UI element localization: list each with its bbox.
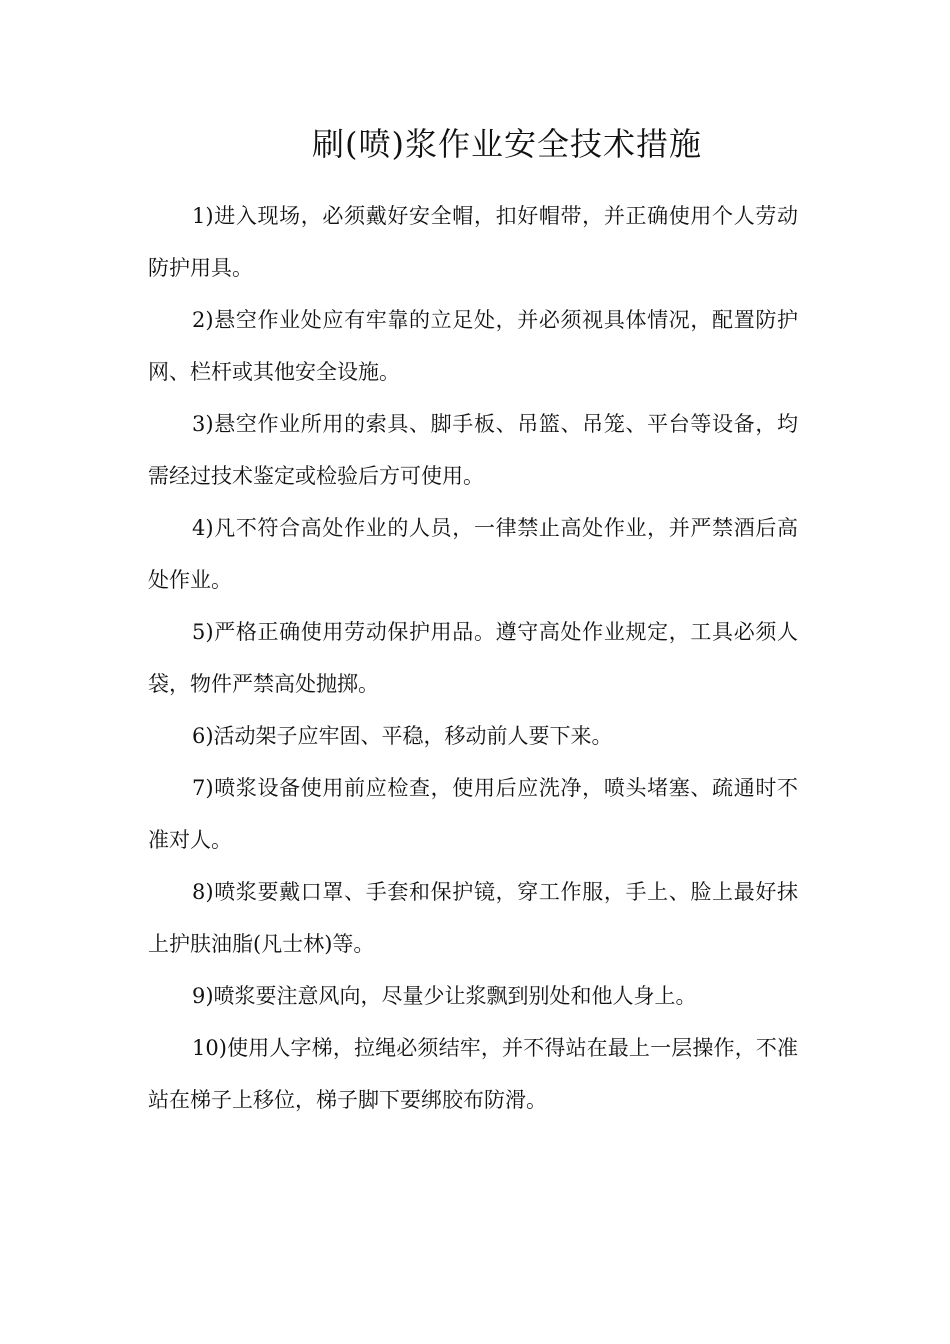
- paragraph-1: 1)进入现场，必须戴好安全帽，扣好帽带，并正确使用个人劳动防护用具。: [148, 204, 798, 280]
- paragraph-5: 5)严格正确使用劳动保护用品。遵守高处作业规定，工具必须人袋，物件严禁高处抛掷。: [148, 620, 798, 696]
- paragraph-3: 3)悬空作业所用的索具、脚手板、吊篮、吊笼、平台等设备，均需经过技术鉴定或检验后方可使用。: [148, 412, 798, 488]
- paragraph-4: 4)凡不符合高处作业的人员，一律禁止高处作业，并严禁酒后高处作业。: [148, 516, 798, 592]
- paragraph-9: 9)喷浆要注意风向，尽量少让浆飘到别处和他人身上。: [192, 984, 697, 1008]
- paragraph-10: 10)使用人字梯，拉绳必须结牢，并不得站在最上一层操作，不准站在梯子上移位，梯子脚下要绑胶布防滑。: [148, 1036, 798, 1112]
- paragraph-7: 7)喷浆设备使用前应检查，使用后应洗净，喷头堵塞、疏通时不准对人。: [148, 776, 798, 852]
- document-body: [148, 190, 798, 1126]
- paragraph-2: 2)悬空作业处应有牢靠的立足处，并必须视具体情况，配置防护网、栏杆或其他安全设施。: [148, 308, 798, 384]
- document-title: 刷(喷)浆作业安全技术措施: [312, 125, 702, 163]
- paragraph-8: 8)喷浆要戴口罩、手套和保护镜，穿工作服，手上、脸上最好抹上护肤油脂(凡士林)等。: [148, 880, 798, 956]
- paragraph-6: 6)活动架子应牢固、平稳，移动前人要下来。: [192, 724, 613, 748]
